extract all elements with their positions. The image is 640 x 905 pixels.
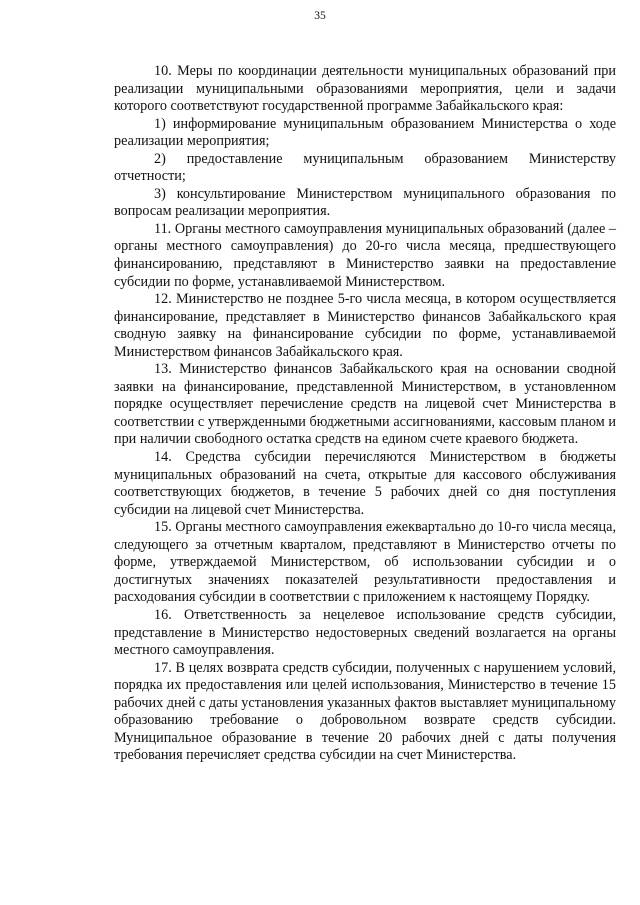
paragraph-10: 10. Меры по координации деятельности муниципальных образований при реализации муниципальными образованиями мероприятия, цели и задачи которого соответствуют государственной программе Забайкальского края: <box>114 63 616 115</box>
document-body <box>114 63 616 765</box>
paragraph-13: 13. Министерство финансов Забайкальского края на основании сводной заявки на финансирование, представленной Министерством, в установленном порядке осуществляет перечисление средств на лицевой счет Министерства в соответствии с утвержденными бюджетными ассигнованиями, кассовым планом и при наличии свободного остатка средств на едином счете краевого бюджета. <box>114 361 616 448</box>
paragraph-16: 16. Ответственность за нецелевое использование средств субсидии, представление в Министерство недостоверных сведений возлагается на органы местного самоуправления. <box>114 606 616 659</box>
paragraph-14: 14. Средства субсидии перечисляются Министерством в бюджеты муниципальных образований на счета, открытые для кассового обслуживания соответствующих бюджетов, в течение 5 рабочих дней со дня поступления субсидии на лицевой счет Министерства. <box>114 449 616 518</box>
paragraph-10-item-2: 2) предоставление муниципальным образованием Министерству отчетности; <box>114 150 616 185</box>
paragraph-12: 12. Министерство не позднее 5-го числа месяца, в котором осуществляется финансирование, представляет в Министерство финансов Забайкальского края сводную заявку на финансирование субсидии по форме, устанавливаемой Министерством финансов Забайкальского края. <box>114 291 616 360</box>
paragraph-10-item-3: 3) консультирование Министерством муниципального образования по вопросам реализации мероприятия. <box>114 185 616 220</box>
paragraph-10-item-1: 1) информирование муниципальным образованием Министерства о ходе реализации мероприятия; <box>114 115 616 150</box>
page-number: 35 <box>314 10 326 22</box>
paragraph-17: 17. В целях возврата средств субсидии, полученных с нарушением условий, порядка их предоставления или целей использования, Министерство в течение 15 рабочих дней с даты установления указанных фактов выставляет муниципальному образованию требование о добровольном возврате средств субсидии. Муниципальное образование в течение 20 рабочих дней с даты получения требования перечисляет средства субсидии на счет Министерства. <box>114 659 616 764</box>
paragraph-15: 15. Органы местного самоуправления ежеквартально до 10-го числа месяца, следующего за отчетным кварталом, представляют в Министерство отчеты по форме, утверждаемой Министерством, об использовании субсидии и о достигнутых значениях показателей результативности предоставления и расходования субсидии в соответствии с приложением к настоящему Порядку. <box>114 519 616 606</box>
paragraph-11: 11. Органы местного самоуправления муниципальных образований (далее – органы местного самоуправления) до 20-го числа месяца, предшествующего финансированию, представляют в Министерство заявки на предоставление субсидии по форме, устанавливаемой Министерством. <box>114 220 616 290</box>
